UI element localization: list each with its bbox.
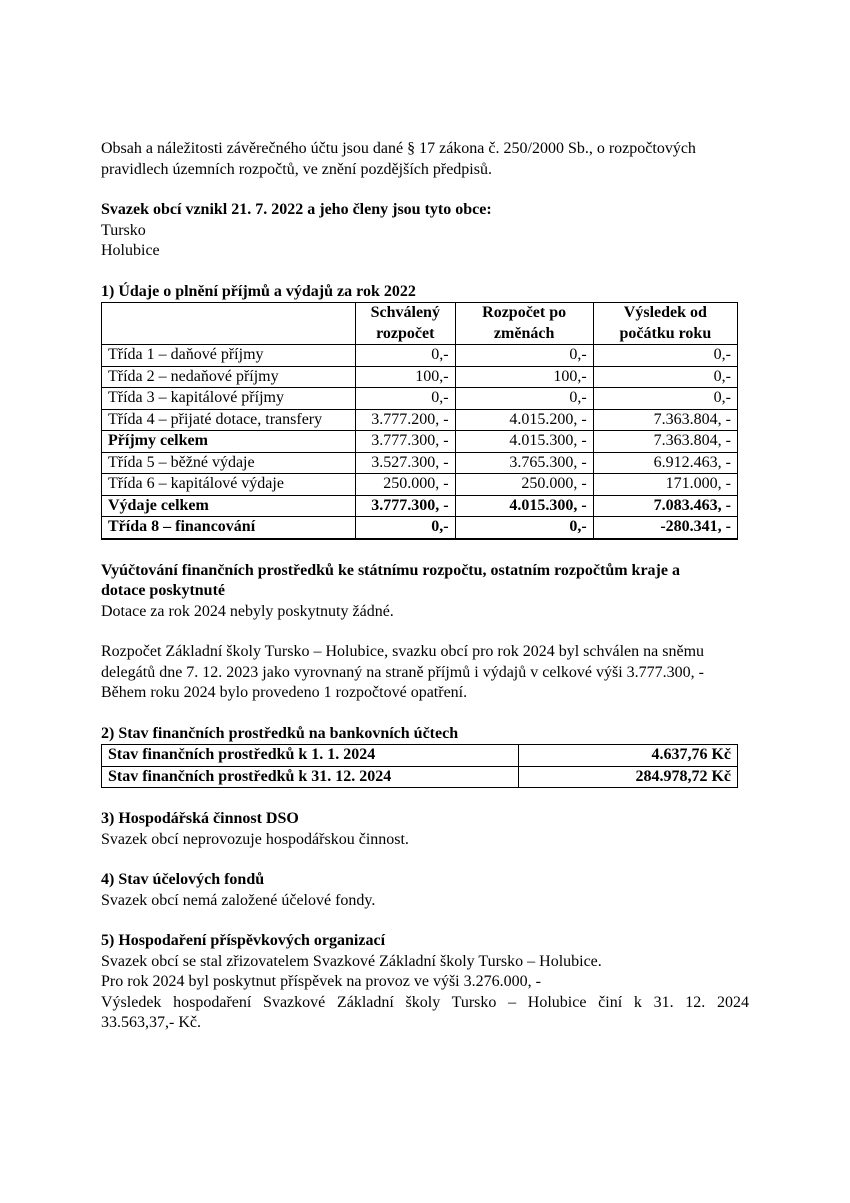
section3-text: Svazek obcí neprovozuje hospodářskou činnost. [101, 830, 409, 848]
balance-value: 284.978,72 Kč [518, 766, 737, 788]
table-row [102, 366, 738, 388]
budget-paragraph: Rozpočet Základní školy Tursko – Holubice, svazku obcí pro rok 2024 byl schválen na sněmu delegátů dne 7. 12. 2023 jako vyrovnaný na straně příjmů i výdajů v celkové výši 3.777.300, - Během roku 2024 bylo provedeno 1 rozpočtové opatření. [101, 643, 705, 701]
balance-label: Stav finančních prostředků k 1. 1. 2024 [102, 745, 519, 767]
row-label: Třída 6 – kapitálové výdaje [102, 474, 356, 496]
table-row [102, 345, 738, 367]
row-label: Třída 2 – nedaňové příjmy [102, 366, 356, 388]
table-row-financing [102, 517, 738, 539]
row-revised: 4.015.200, - [455, 409, 593, 431]
row-approved: 3.777.200, - [355, 409, 455, 431]
intro-paragraph [101, 139, 749, 180]
budget-table [101, 302, 738, 540]
document-content [101, 139, 749, 1034]
row-revised: 0,- [455, 345, 593, 367]
row-label: Třída 8 – financování [102, 517, 356, 539]
row-label: Příjmy celkem [102, 431, 356, 453]
table-row [102, 388, 738, 410]
row-result: -280.341, - [593, 517, 737, 539]
section1-title: 1) Údaje o plnění příjmů a výdajů za rok 2022 [101, 282, 416, 300]
bank-balance-table [101, 744, 738, 788]
row-result: 0,- [593, 388, 737, 410]
section5-line-2: Pro rok 2024 byl poskytnut příspěvek na provoz ve výši 3.276.000, - [101, 973, 541, 990]
row-label: Výdaje celkem [102, 495, 356, 517]
row-revised: 0,- [455, 388, 593, 410]
header-revised: Rozpočet po změnách [455, 303, 593, 345]
row-approved: 0,- [355, 388, 455, 410]
row-label: Třída 5 – běžné výdaje [102, 452, 356, 474]
row-approved: 250.000, - [355, 474, 455, 496]
table-row-income-total [102, 431, 738, 453]
header-empty [102, 303, 356, 345]
section5-title: 5) Hospodaření příspěvkových organizací [101, 932, 386, 949]
intro-line-1: Obsah a náležitosti závěrečného účtu jsou dané § 17 zákona č. 250/2000 Sb., o rozpočtových [101, 140, 696, 157]
row-revised: 250.000, - [455, 474, 593, 496]
table-row [102, 766, 738, 788]
row-result: 171.000, - [593, 474, 737, 496]
row-revised: 4.015.300, - [455, 495, 593, 517]
balance-value: 4.637,76 Kč [518, 745, 737, 767]
section5-line-4: 33.563,37,- Kč. [101, 1014, 201, 1031]
row-revised: 0,- [455, 517, 593, 539]
row-approved: 3.527.300, - [355, 452, 455, 474]
table-row [102, 745, 738, 767]
row-result: 7.083.463, - [593, 495, 737, 517]
table-row [102, 474, 738, 496]
row-approved: 0,- [355, 345, 455, 367]
header-approved: Schválený rozpočet [355, 303, 455, 345]
row-revised: 3.765.300, - [455, 452, 593, 474]
table-row [102, 409, 738, 431]
section3-title: 3) Hospodářská činnost DSO [101, 810, 299, 827]
table-header-row [102, 303, 738, 345]
table-row-expense-total [102, 495, 738, 517]
row-label: Třída 3 – kapitálové příjmy [102, 388, 356, 410]
row-result: 6.912.463, - [593, 452, 737, 474]
row-result: 0,- [593, 345, 737, 367]
section2-title: 2) Stav finančních prostředků na bankovních účtech [101, 724, 459, 742]
members-heading: Svazek obcí vznikl 21. 7. 2022 a jeho členy jsou tyto obce: [101, 201, 492, 218]
section4-text: Svazek obcí nemá založené účelové fondy. [101, 891, 376, 909]
row-label: Třída 1 – daňové příjmy [102, 345, 356, 367]
section5-line-3: Výsledek hospodaření Svazkové Základní školy Tursko – Holubice činí k 31. 12. 2024 [101, 993, 749, 1011]
section4-title: 4) Stav účelových fondů [101, 871, 265, 888]
header-result: Výsledek od počátku roku [593, 303, 737, 345]
row-approved: 100,- [355, 366, 455, 388]
row-revised: 100,- [455, 366, 593, 388]
member-item: Tursko [101, 221, 146, 239]
row-approved: 0,- [355, 517, 455, 539]
table-row [102, 452, 738, 474]
member-item: Holubice [101, 242, 160, 259]
row-approved: 3.777.300, - [355, 495, 455, 517]
row-result: 7.363.804, - [593, 431, 737, 453]
intro-line-2: pravidlech územních rozpočtů, ve znění pozdějších předpisů. [101, 160, 492, 178]
row-result: 7.363.804, - [593, 409, 737, 431]
row-approved: 3.777.300, - [355, 431, 455, 453]
row-label: Třída 4 – přijaté dotace, transfery [102, 409, 356, 431]
settlement-text: Dotace za rok 2024 nebyly poskytnuty žádné. [101, 602, 394, 620]
row-revised: 4.015.300, - [455, 431, 593, 453]
section5-line-1: Svazek obcí se stal zřizovatelem Svazkové Základní školy Tursko – Holubice. [101, 952, 602, 970]
row-result: 0,- [593, 366, 737, 388]
settlement-heading: Vyúčtování finančních prostředků ke státnímu rozpočtu, ostatním rozpočtům kraje a dotace poskytnuté [101, 561, 680, 599]
balance-label: Stav finančních prostředků k 31. 12. 2024 [102, 766, 519, 788]
